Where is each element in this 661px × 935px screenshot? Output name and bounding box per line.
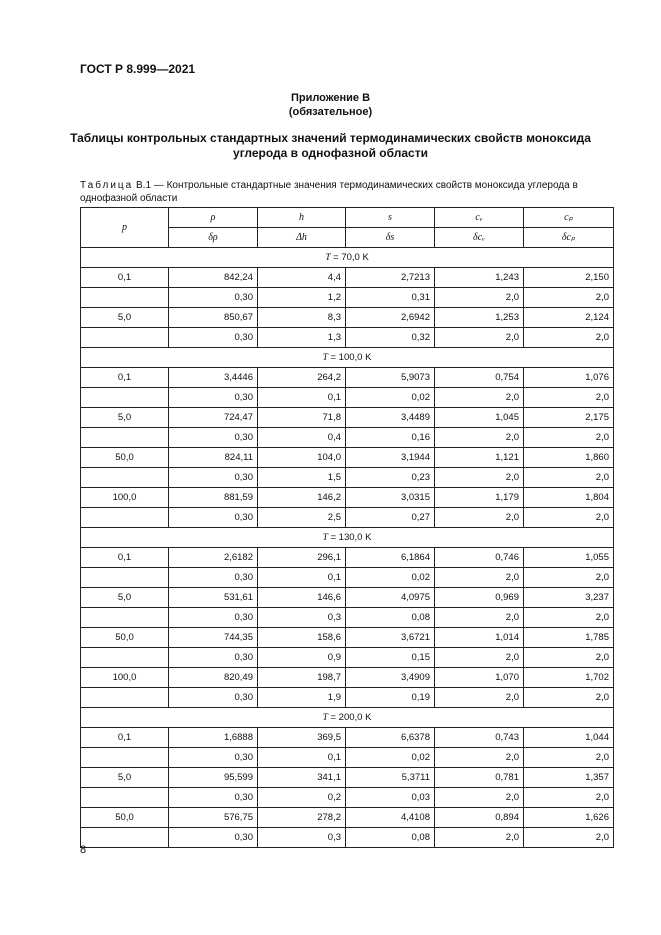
temperature-symbol: T (322, 353, 328, 363)
temperature-label (81, 708, 614, 728)
value-cell: 0,1 (258, 568, 346, 588)
table-row (81, 788, 614, 808)
value-cell: 1,702 (524, 668, 614, 688)
value-cell: 1,2 (258, 288, 346, 308)
header-delta-h: Δh (258, 228, 346, 248)
value-cell: 369,5 (258, 728, 346, 748)
value-cell: 2,0 (524, 468, 614, 488)
value-cell: 850,67 (169, 308, 258, 328)
value-cell: 0,08 (346, 608, 435, 628)
value-cell: 0,30 (169, 568, 258, 588)
value-cell: 8,3 (258, 308, 346, 328)
value-cell: 0,31 (346, 288, 435, 308)
value-cell: 0,19 (346, 688, 435, 708)
table-row (81, 588, 614, 608)
value-cell: 2,0 (435, 568, 524, 588)
value-cell: 3,4489 (346, 408, 435, 428)
value-cell: 0,16 (346, 428, 435, 448)
value-cell: 531,61 (169, 588, 258, 608)
header-rho: ρ (169, 208, 258, 228)
value-cell: 198,7 (258, 668, 346, 688)
temperature-value: = 70,0 K (330, 252, 369, 263)
value-cell: 0,9 (258, 648, 346, 668)
value-cell: 3,6721 (346, 628, 435, 648)
header-delta-cp: δcₚ (524, 228, 614, 248)
value-cell: 0,30 (169, 328, 258, 348)
table-row (81, 408, 614, 428)
temperature-label (81, 528, 614, 548)
value-cell: 0,30 (169, 748, 258, 768)
table-row (81, 468, 614, 488)
table-row (81, 368, 614, 388)
value-cell: 1,804 (524, 488, 614, 508)
value-cell: 1,785 (524, 628, 614, 648)
value-cell: 824,11 (169, 448, 258, 468)
value-cell: 2,5 (258, 508, 346, 528)
value-cell: 0,4 (258, 428, 346, 448)
value-cell: 842,24 (169, 268, 258, 288)
value-cell: 0,02 (346, 568, 435, 588)
page-number: 8 (80, 844, 87, 856)
value-cell: 1,5 (258, 468, 346, 488)
pressure-cell (81, 688, 169, 708)
pressure-cell (81, 608, 169, 628)
properties-table (80, 207, 614, 848)
value-cell: 1,860 (524, 448, 614, 468)
value-cell: 0,969 (435, 588, 524, 608)
value-cell: 1,3 (258, 328, 346, 348)
header-delta-s: δs (346, 228, 435, 248)
value-cell: 2,0 (524, 828, 614, 848)
temperature-value: = 200,0 K (327, 712, 372, 723)
value-cell: 3,0315 (346, 488, 435, 508)
value-cell: 881,59 (169, 488, 258, 508)
value-cell: 576,75 (169, 808, 258, 828)
value-cell: 2,0 (435, 468, 524, 488)
temperature-row (81, 248, 614, 268)
temperature-symbol: T (325, 253, 331, 263)
table-caption-text: В.1 — Контрольные стандартные значения термодинамических свойств моноксида углерода в однофазной области (80, 180, 578, 204)
value-cell: 341,1 (258, 768, 346, 788)
value-cell: 0,30 (169, 508, 258, 528)
value-cell: 0,1 (258, 748, 346, 768)
value-cell: 0,03 (346, 788, 435, 808)
temperature-label (81, 248, 614, 268)
value-cell: 4,4108 (346, 808, 435, 828)
value-cell: 2,0 (435, 328, 524, 348)
pressure-cell: 100,0 (81, 488, 169, 508)
value-cell: 0,32 (346, 328, 435, 348)
value-cell: 3,4909 (346, 668, 435, 688)
value-cell: 0,27 (346, 508, 435, 528)
value-cell: 0,30 (169, 788, 258, 808)
table-row (81, 608, 614, 628)
value-cell: 2,0 (524, 328, 614, 348)
value-cell: 146,2 (258, 488, 346, 508)
value-cell: 2,0 (524, 748, 614, 768)
pressure-cell: 0,1 (81, 268, 169, 288)
value-cell: 0,30 (169, 688, 258, 708)
value-cell: 0,15 (346, 648, 435, 668)
value-cell: 1,044 (524, 728, 614, 748)
header-cp: cₚ (524, 208, 614, 228)
temperature-symbol: T (322, 533, 328, 543)
value-cell: 0,08 (346, 828, 435, 848)
value-cell: 0,30 (169, 388, 258, 408)
table-row (81, 628, 614, 648)
value-cell: 3,1944 (346, 448, 435, 468)
pressure-cell: 5,0 (81, 588, 169, 608)
value-cell: 1,014 (435, 628, 524, 648)
value-cell: 2,0 (524, 288, 614, 308)
value-cell: 4,0975 (346, 588, 435, 608)
value-cell: 278,2 (258, 808, 346, 828)
value-cell: 1,357 (524, 768, 614, 788)
value-cell: 3,4446 (169, 368, 258, 388)
temperature-row (81, 528, 614, 548)
value-cell: 2,0 (435, 748, 524, 768)
value-cell: 0,3 (258, 608, 346, 628)
value-cell: 2,0 (524, 568, 614, 588)
value-cell: 724,47 (169, 408, 258, 428)
table-row (81, 748, 614, 768)
pressure-cell: 0,1 (81, 368, 169, 388)
value-cell: 5,3711 (346, 768, 435, 788)
table-row (81, 688, 614, 708)
pressure-cell: 5,0 (81, 408, 169, 428)
pressure-cell (81, 428, 169, 448)
value-cell: 2,0 (435, 428, 524, 448)
value-cell: 0,30 (169, 648, 258, 668)
value-cell: 1,076 (524, 368, 614, 388)
value-cell: 4,4 (258, 268, 346, 288)
value-cell: 146,6 (258, 588, 346, 608)
table-row (81, 648, 614, 668)
value-cell: 1,121 (435, 448, 524, 468)
value-cell: 2,0 (524, 428, 614, 448)
value-cell: 95,599 (169, 768, 258, 788)
pressure-cell (81, 288, 169, 308)
table-row (81, 768, 614, 788)
value-cell: 2,0 (435, 788, 524, 808)
value-cell: 2,0 (435, 388, 524, 408)
table-row (81, 388, 614, 408)
value-cell: 2,150 (524, 268, 614, 288)
value-cell: 5,9073 (346, 368, 435, 388)
standard-designation: ГОСТ Р 8.999—2021 (80, 62, 196, 76)
value-cell: 0,894 (435, 808, 524, 828)
value-cell: 0,1 (258, 388, 346, 408)
value-cell: 71,8 (258, 408, 346, 428)
value-cell: 104,0 (258, 448, 346, 468)
table-header (81, 208, 614, 248)
value-cell: 264,2 (258, 368, 346, 388)
temperature-value: = 100,0 K (327, 352, 372, 363)
value-cell: 1,045 (435, 408, 524, 428)
value-cell: 0,2 (258, 788, 346, 808)
value-cell: 2,0 (524, 388, 614, 408)
value-cell: 2,6942 (346, 308, 435, 328)
table-row (81, 308, 614, 328)
header-delta-rho: δρ (169, 228, 258, 248)
table-row (81, 568, 614, 588)
value-cell: 744,35 (169, 628, 258, 648)
value-cell: 0,781 (435, 768, 524, 788)
value-cell: 1,055 (524, 548, 614, 568)
table-row (81, 728, 614, 748)
header-p: p (81, 208, 169, 248)
value-cell: 2,0 (524, 508, 614, 528)
header-cv: cᵥ (435, 208, 524, 228)
value-cell: 3,237 (524, 588, 614, 608)
pressure-cell (81, 468, 169, 488)
value-cell: 2,0 (435, 688, 524, 708)
pressure-cell (81, 568, 169, 588)
value-cell: 0,02 (346, 748, 435, 768)
temperature-row (81, 348, 614, 368)
value-cell: 1,070 (435, 668, 524, 688)
value-cell: 2,124 (524, 308, 614, 328)
value-cell: 2,0 (435, 508, 524, 528)
table-row (81, 548, 614, 568)
value-cell: 6,6378 (346, 728, 435, 748)
header-s: s (346, 208, 435, 228)
table-row (81, 428, 614, 448)
pressure-cell: 50,0 (81, 628, 169, 648)
pressure-cell: 50,0 (81, 808, 169, 828)
table-row (81, 508, 614, 528)
value-cell: 2,0 (524, 688, 614, 708)
value-cell: 0,02 (346, 388, 435, 408)
table-row (81, 448, 614, 468)
value-cell: 0,30 (169, 468, 258, 488)
table-row (81, 668, 614, 688)
value-cell: 0,30 (169, 608, 258, 628)
pressure-cell: 0,1 (81, 548, 169, 568)
value-cell: 1,243 (435, 268, 524, 288)
pressure-cell: 100,0 (81, 668, 169, 688)
value-cell: 2,0 (435, 288, 524, 308)
temperature-label (81, 348, 614, 368)
header-h: h (258, 208, 346, 228)
value-cell: 2,0 (524, 788, 614, 808)
value-cell: 2,0 (435, 648, 524, 668)
appendix-label: Приложение В (290, 92, 371, 104)
table-row (81, 288, 614, 308)
value-cell: 2,6182 (169, 548, 258, 568)
value-cell: 0,30 (169, 428, 258, 448)
value-cell: 2,175 (524, 408, 614, 428)
table-row (81, 268, 614, 288)
value-cell: 1,6888 (169, 728, 258, 748)
value-cell: 0,746 (435, 548, 524, 568)
appendix-status: (обязательное) (288, 106, 373, 118)
value-cell: 0,743 (435, 728, 524, 748)
value-cell: 0,754 (435, 368, 524, 388)
temperature-symbol: T (322, 713, 328, 723)
value-cell: 2,0 (435, 608, 524, 628)
value-cell: 1,626 (524, 808, 614, 828)
pressure-cell (81, 388, 169, 408)
value-cell: 158,6 (258, 628, 346, 648)
temperature-value: = 130,0 K (327, 532, 372, 543)
value-cell: 820,49 (169, 668, 258, 688)
table-row (81, 328, 614, 348)
pressure-cell: 5,0 (81, 308, 169, 328)
value-cell: 6,1864 (346, 548, 435, 568)
pressure-cell (81, 508, 169, 528)
value-cell: 296,1 (258, 548, 346, 568)
pressure-cell: 50,0 (81, 448, 169, 468)
table-row (81, 808, 614, 828)
pressure-cell (81, 648, 169, 668)
table-row (81, 828, 614, 848)
pressure-cell (81, 328, 169, 348)
value-cell: 1,9 (258, 688, 346, 708)
value-cell: 0,30 (169, 828, 258, 848)
value-cell: 2,0 (435, 828, 524, 848)
table-row (81, 488, 614, 508)
pressure-cell (81, 788, 169, 808)
pressure-cell (81, 828, 169, 848)
value-cell: 0,3 (258, 828, 346, 848)
value-cell: 2,0 (524, 608, 614, 628)
value-cell: 1,179 (435, 488, 524, 508)
header-delta-cv: δcᵥ (435, 228, 524, 248)
value-cell: 0,23 (346, 468, 435, 488)
value-cell: 1,253 (435, 308, 524, 328)
value-cell: 2,0 (524, 648, 614, 668)
table-caption-lead: Таблица (80, 180, 134, 191)
table-caption (80, 179, 610, 205)
value-cell: 0,30 (169, 288, 258, 308)
table-body (81, 248, 614, 848)
value-cell: 2,7213 (346, 268, 435, 288)
temperature-row (81, 708, 614, 728)
appendix-title: Таблицы контрольных стандартных значений термодинамических свойств моноксида углерода в однофазной области (70, 131, 591, 160)
pressure-cell: 0,1 (81, 728, 169, 748)
pressure-cell (81, 748, 169, 768)
pressure-cell: 5,0 (81, 768, 169, 788)
